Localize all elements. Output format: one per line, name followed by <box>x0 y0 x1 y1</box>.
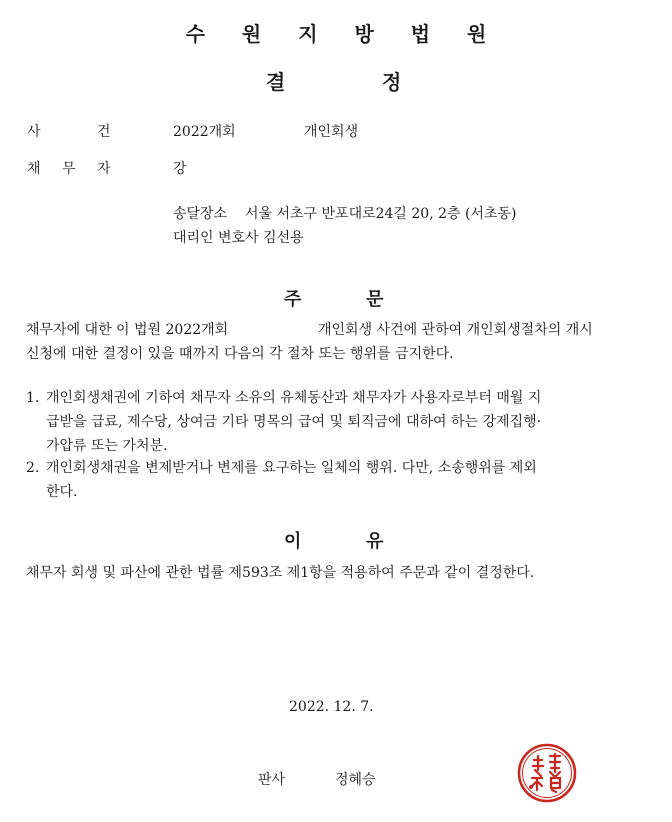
debtor-label-char-2: 무 <box>62 161 76 177</box>
case-label-char-1: 사 <box>27 124 41 140</box>
order-item-line: 급받을 급료, 제수당, 상여금 기타 명목의 급여 및 퇴직금에 대하여 하는 강제집행· <box>46 414 542 430</box>
doc-type-char-2: 정 <box>382 70 402 94</box>
order-item-line: 가압류 또는 가처분. <box>46 438 168 454</box>
court-name: 수 원 지 방 법 원 <box>185 22 502 46</box>
service-address-label: 송달장소 <box>173 206 228 222</box>
decision-date: 2022. 12. 7. <box>289 699 374 715</box>
order-item-line: 개인회생채권을 변제받거나 변제를 요구하는 일체의 행위. 다만, 소송행위를 제외 <box>46 460 537 476</box>
case-type: 개인회생 <box>304 124 359 140</box>
order-item-number: 1. <box>26 390 40 406</box>
debtor-label-char-3: 자 <box>97 161 111 177</box>
order-heading-char-1: 주 <box>284 289 302 310</box>
case-label-char-2: 건 <box>97 124 111 140</box>
order-heading-char-2: 문 <box>366 289 384 310</box>
reason-heading-char-2: 유 <box>366 531 384 552</box>
judge-seal-icon <box>516 742 578 804</box>
order-item-line: 한다. <box>46 484 78 500</box>
order-intro-line2: 신청에 대한 결정이 있을 때까지 다음의 각 절차 또는 행위를 금지한다. <box>26 346 454 362</box>
doc-type-char-1: 결 <box>266 70 286 94</box>
order-item-line: 개인회생채권에 기하여 채무자 소유의 유체동산과 채무자가 사용자로부터 매월 지 <box>46 390 542 406</box>
case-number: 2022개회 <box>173 124 236 140</box>
debtor-agent: 대리인 변호사 김선용 <box>173 230 304 246</box>
reason-text: 채무자 회생 및 파산에 관한 법률 제593조 제1항을 적용하여 주문과 같이 결정한다. <box>26 565 535 581</box>
debtor-name: 강 <box>173 161 187 177</box>
order-intro-part2: 개인회생 사건에 관하여 개인회생절차의 개시 <box>318 322 593 338</box>
order-item-number: 2. <box>26 460 40 476</box>
order-intro-part1: 채무자에 대한 이 법원 2022개회 <box>26 322 229 338</box>
reason-heading-char-1: 이 <box>284 531 302 552</box>
judge-name: 정혜승 <box>335 772 376 788</box>
service-address: 서울 서초구 반포대로24길 20, 2층 (서초동) <box>245 206 517 222</box>
order-item-text <box>46 386 541 458</box>
order-item-text <box>46 456 537 504</box>
judge-title: 판사 <box>258 772 286 788</box>
debtor-label-char-1: 채 <box>27 161 41 177</box>
